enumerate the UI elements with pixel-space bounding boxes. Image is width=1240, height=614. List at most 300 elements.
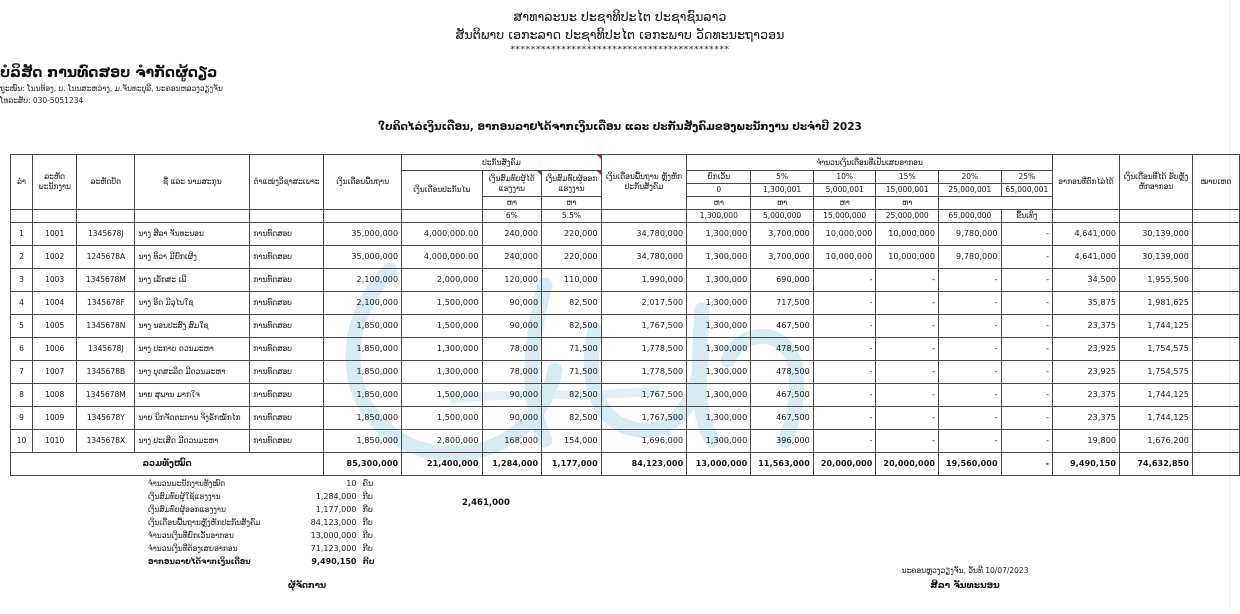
table-row[interactable] xyxy=(11,430,1240,453)
table-row[interactable] xyxy=(11,223,1240,246)
cell-tax[interactable]: 23,375 xyxy=(1053,384,1120,407)
table-row[interactable] xyxy=(11,246,1240,269)
cell-no[interactable]: 2 xyxy=(11,246,33,269)
th-bracket-unit-3: ຫາ xyxy=(751,197,814,210)
th-bracket-from-3: 15,000,001 xyxy=(876,184,939,197)
th-employee-code: ລະຫັດ ພະນັກງານ xyxy=(33,155,77,210)
total-b15: 20,000,000 xyxy=(876,453,939,476)
cell-b10[interactable]: - xyxy=(813,384,876,407)
bottom-margin xyxy=(0,606,1240,614)
summary-row xyxy=(148,478,382,491)
th-bracket-from-1: 1,300,001 xyxy=(751,184,814,197)
cell-ss_empr[interactable]: 82,500 xyxy=(542,292,602,315)
cell-no[interactable]: 7 xyxy=(11,361,33,384)
cell-ss_empr[interactable]: 82,500 xyxy=(542,384,602,407)
cell-b25[interactable]: - xyxy=(1001,292,1052,315)
cell-b20[interactable]: - xyxy=(939,292,1002,315)
cell-b25[interactable]: - xyxy=(1001,269,1052,292)
summary-value: 1,177,000 xyxy=(315,505,357,514)
table-row[interactable] xyxy=(11,361,1240,384)
cell-no[interactable]: 8 xyxy=(11,384,33,407)
cell-net[interactable]: 30,139,000 xyxy=(1120,223,1193,246)
cell-remark[interactable] xyxy=(1193,430,1240,453)
cell-emp_code[interactable]: 1001 xyxy=(33,223,77,246)
cell-net[interactable]: 1,955,500 xyxy=(1120,269,1193,292)
cell-b15[interactable]: - xyxy=(876,384,939,407)
cell-id_code[interactable]: 1345678Y xyxy=(77,407,135,430)
cell-ss_base[interactable]: 1,500,000 xyxy=(402,315,482,338)
cell-b20[interactable]: - xyxy=(939,384,1002,407)
th-ss-base: ເງິນເດືອນປະກັນໄພ xyxy=(402,171,482,210)
cell-ss_emp[interactable]: 240,000 xyxy=(482,246,542,269)
th-bracket-unit-5: ຫາ xyxy=(876,197,939,210)
summary-value: 10 xyxy=(346,479,357,488)
cell-emp_code[interactable]: 1008 xyxy=(33,384,77,407)
th-bracket-from-0: 0 xyxy=(687,184,751,197)
cell-b5[interactable]: 3,700,000 xyxy=(751,223,814,246)
th-blank-emp xyxy=(33,210,77,223)
cell-b5[interactable]: 396,000 xyxy=(751,430,814,453)
th-name: ຊື່ ແລະ ນາມສະກຸນ xyxy=(135,155,250,210)
cell-base_salary[interactable]: 2,100,000 xyxy=(324,269,402,292)
cell-name[interactable]: ນາງ ສີລາ ຈັນທະນອນ xyxy=(135,223,250,246)
header-line-2: ສັນຕິພາບ ເອກະລາດ ປະຊາທິປະໄຕ ເອກະພາບ ວັດທະນະຖາວອນ xyxy=(455,27,785,42)
cell-tax[interactable]: 34,500 xyxy=(1053,269,1120,292)
total-b10: 20,000,000 xyxy=(813,453,876,476)
cell-tax[interactable]: 23,925 xyxy=(1053,338,1120,361)
cell-b20[interactable]: - xyxy=(939,407,1002,430)
cell-taxable[interactable]: 1,767,500 xyxy=(601,384,686,407)
cell-position[interactable]: ການທົດສອບ xyxy=(250,384,324,407)
cell-remark[interactable] xyxy=(1193,384,1240,407)
cell-position[interactable]: ການທົດສອບ xyxy=(250,361,324,384)
cell-id_code[interactable]: 1345678M xyxy=(77,384,135,407)
th-bracket-rate-1: 5% xyxy=(751,171,814,184)
cell-b15[interactable]: 10,000,000 xyxy=(876,223,939,246)
cell-b5[interactable]: 467,500 xyxy=(751,315,814,338)
cell-name[interactable]: ນາຍ ນິກຈັດຕະການ ຈິງຣັກໝັກໄກ xyxy=(135,407,250,430)
cell-no[interactable]: 1 xyxy=(11,223,33,246)
cell-tax[interactable]: 4,641,000 xyxy=(1053,246,1120,269)
cell-ss_emp[interactable]: 90,000 xyxy=(482,292,542,315)
cell-ss_base[interactable]: 4,000,000.00 xyxy=(402,223,482,246)
summary-unit: ກີບ xyxy=(362,544,373,553)
total-taxable: 84,123,000 xyxy=(601,453,686,476)
cell-net[interactable]: 30,139,000 xyxy=(1120,246,1193,269)
th-tax-bracket-group: ຈຳນວນເງິນເດືອນທີ່ເປັນເສຍອາກອນ xyxy=(687,155,1053,171)
cell-taxable[interactable]: 1,696,000 xyxy=(601,430,686,453)
cell-b25[interactable]: - xyxy=(1001,430,1052,453)
cell-remark[interactable] xyxy=(1193,269,1240,292)
company-block xyxy=(0,64,223,106)
summary-value: 1,284,000 xyxy=(315,492,357,501)
cell-position[interactable]: ການທົດສອບ xyxy=(250,223,324,246)
cell-emp_code[interactable]: 1003 xyxy=(33,269,77,292)
table-row[interactable] xyxy=(11,407,1240,430)
payroll-table-body xyxy=(11,223,1240,476)
company-address: ຖຸະໜົນ: ໂນນທ້ອງ, ບ. ໂນນສະຫວ່າງ, ມ.ຈັນທະບຸລີ, ນະຄອນຫລວງວຽງຈັນ xyxy=(0,84,223,93)
th-remark: ໝາຍເຫດ xyxy=(1193,155,1240,210)
cell-id_code[interactable]: 1345678J xyxy=(77,223,135,246)
cell-ss_empr[interactable]: 220,000 xyxy=(542,246,602,269)
cell-net[interactable]: 1,754,575 xyxy=(1120,361,1193,384)
cell-b15[interactable]: - xyxy=(876,361,939,384)
cell-tax[interactable]: 23,375 xyxy=(1053,315,1120,338)
cell-no[interactable]: 5 xyxy=(11,315,33,338)
cell-no[interactable]: 6 xyxy=(11,338,33,361)
cell-base_salary[interactable]: 35,000,000 xyxy=(324,246,402,269)
cell-b0[interactable]: 1,300,000 xyxy=(687,407,751,430)
cell-b10[interactable]: - xyxy=(813,315,876,338)
cell-position[interactable]: ການທົດສອບ xyxy=(250,407,324,430)
cell-base_salary[interactable]: 1,850,000 xyxy=(324,338,402,361)
cell-b15[interactable]: - xyxy=(876,315,939,338)
th-blank-name xyxy=(135,210,250,223)
cell-ss_emp[interactable]: 120,000 xyxy=(482,269,542,292)
th-ss-employer: ເງິນສົມທົບຜູ້ອອກແຮງງານ xyxy=(542,171,602,197)
cell-b25[interactable]: - xyxy=(1001,338,1052,361)
cell-b5[interactable]: 478,500 xyxy=(751,338,814,361)
cell-b10[interactable]: 10,000,000 xyxy=(813,246,876,269)
cell-b25[interactable]: - xyxy=(1001,384,1052,407)
cell-ss_emp[interactable]: 168,000 xyxy=(482,430,542,453)
th-bracket-to-3: 25,000,000 xyxy=(876,210,939,223)
cell-b20[interactable]: 9,780,000 xyxy=(939,223,1002,246)
cell-net[interactable]: 1,754,575 xyxy=(1120,338,1193,361)
summary-unit: ກີບ xyxy=(362,518,373,527)
cell-b15[interactable]: - xyxy=(876,338,939,361)
summary-value: 84,123,000 xyxy=(310,518,357,527)
table-row[interactable] xyxy=(11,269,1240,292)
th-bracket-from-4: 25,000,001 xyxy=(939,184,1002,197)
cell-b20[interactable]: 9,780,000 xyxy=(939,246,1002,269)
summary-row xyxy=(148,491,382,504)
cell-b10[interactable]: - xyxy=(813,292,876,315)
cell-taxable[interactable]: 34,780,000 xyxy=(601,223,686,246)
table-row[interactable] xyxy=(11,292,1240,315)
cell-ss_emp[interactable]: 90,000 xyxy=(482,315,542,338)
total-ss_base: 21,400,000 xyxy=(402,453,482,476)
summary-side-amount: 2,461,000 xyxy=(462,498,510,508)
report-title: ໃບຄິດໄລ່ເງິນເດືອນ, ອາກອນລາຍໄດ້ຈາກເງິນເດືອນ ແລະ ປະກັນສັງຄົມຂອງພະນັກງານ ປະຈຳປີ 2023 xyxy=(378,121,862,133)
cell-net[interactable]: 1,676,200 xyxy=(1120,430,1193,453)
cell-no[interactable]: 3 xyxy=(11,269,33,292)
cell-remark[interactable] xyxy=(1193,361,1240,384)
cell-net[interactable]: 1,744,125 xyxy=(1120,384,1193,407)
cell-ss_emp[interactable]: 240,000 xyxy=(482,223,542,246)
cell-b0[interactable]: 1,300,000 xyxy=(687,338,751,361)
th-bracket-from-5: 65,000,001 xyxy=(1001,184,1052,197)
cell-taxable[interactable]: 1,778,500 xyxy=(601,338,686,361)
cell-b15[interactable]: - xyxy=(876,430,939,453)
cell-base_salary[interactable]: 2,100,000 xyxy=(324,292,402,315)
cell-ss_empr[interactable]: 110,000 xyxy=(542,269,602,292)
cell-b15[interactable]: - xyxy=(876,269,939,292)
cell-emp_code[interactable]: 1007 xyxy=(33,361,77,384)
signature-date: ນະຄອນຫຼວງວຽງຈັນ, ວັນທີ 10/07/2023 xyxy=(901,566,1029,575)
cell-net[interactable]: 1,981,625 xyxy=(1120,292,1193,315)
cell-b0[interactable]: 1,300,000 xyxy=(687,430,751,453)
cell-id_code[interactable]: 1345678B xyxy=(77,361,135,384)
summary-unit: ກີບ xyxy=(362,557,375,566)
cell-taxable[interactable]: 1,767,500 xyxy=(601,315,686,338)
th-blank-taxable xyxy=(601,210,686,223)
cell-ss_empr[interactable]: 82,500 xyxy=(542,407,602,430)
cell-position[interactable]: ການທົດສອບ xyxy=(250,269,324,292)
summary-label: ອາກອນລາຍໄດ້ຈາກເງິນເດືອນ xyxy=(148,557,251,566)
cell-ss_base[interactable]: 1,500,000 xyxy=(402,407,482,430)
cell-id_code[interactable]: 1345678M xyxy=(77,269,135,292)
cell-b20[interactable]: - xyxy=(939,430,1002,453)
summary-unit: ກີບ xyxy=(362,531,373,540)
cell-remark[interactable] xyxy=(1193,407,1240,430)
th-ss-rate-employer: 5.5% xyxy=(542,210,602,223)
cell-position[interactable]: ການທົດສອບ xyxy=(250,338,324,361)
signature-left-label: ຜູ້ຈັດການ xyxy=(287,581,327,591)
cell-ss_base[interactable]: 1,500,000 xyxy=(402,292,482,315)
cell-emp_code[interactable]: 1005 xyxy=(33,315,77,338)
cell-b5[interactable]: 467,500 xyxy=(751,384,814,407)
cell-remark[interactable] xyxy=(1193,315,1240,338)
cell-b5[interactable]: 3,700,000 xyxy=(751,246,814,269)
cell-name[interactable]: ນາຍ ສຸພານ ມາກໃຈ xyxy=(135,384,250,407)
table-row[interactable] xyxy=(11,315,1240,338)
th-blank-pos xyxy=(250,210,324,223)
cell-ss_emp[interactable]: 90,000 xyxy=(482,384,542,407)
cell-b0[interactable]: 1,300,000 xyxy=(687,223,751,246)
cell-b20[interactable]: - xyxy=(939,315,1002,338)
cell-b25[interactable]: - xyxy=(1001,407,1052,430)
cell-remark[interactable] xyxy=(1193,338,1240,361)
cell-taxable[interactable]: 1,767,500 xyxy=(601,407,686,430)
total-base_salary: 85,300,000 xyxy=(324,453,402,476)
cell-b5[interactable]: 478,500 xyxy=(751,361,814,384)
cell-name[interactable]: ນາງ ອິດ ມີວຸໄນໃຊ xyxy=(135,292,250,315)
cell-no[interactable]: 9 xyxy=(11,407,33,430)
cell-b0[interactable]: 1,300,000 xyxy=(687,246,751,269)
summary-row xyxy=(148,504,382,517)
cell-b15[interactable]: - xyxy=(876,407,939,430)
cell-emp_code[interactable]: 1002 xyxy=(33,246,77,269)
cell-taxable[interactable]: 1,778,500 xyxy=(601,361,686,384)
cell-b5[interactable]: 717,500 xyxy=(751,292,814,315)
cell-net[interactable]: 1,744,125 xyxy=(1120,315,1193,338)
total-remark xyxy=(1193,453,1240,476)
summary-row xyxy=(148,517,382,530)
table-row[interactable] xyxy=(11,338,1240,361)
cell-ss_emp[interactable]: 78,000 xyxy=(482,338,542,361)
th-blank-no xyxy=(11,210,33,223)
cell-b10[interactable]: - xyxy=(813,407,876,430)
cell-base_salary[interactable]: 1,850,000 xyxy=(324,315,402,338)
cell-ss_base[interactable]: 1,300,000 xyxy=(402,338,482,361)
cell-b0[interactable]: 1,300,000 xyxy=(687,315,751,338)
cell-b10[interactable]: - xyxy=(813,430,876,453)
cell-taxable[interactable]: 34,780,000 xyxy=(601,246,686,269)
cell-b5[interactable]: 690,000 xyxy=(751,269,814,292)
cell-ss_empr[interactable]: 71,500 xyxy=(542,338,602,361)
th-bracket-rate-2: 10% xyxy=(813,171,876,184)
cell-ss_empr[interactable]: 82,500 xyxy=(542,315,602,338)
cell-ss_base[interactable]: 4,000,000.00 xyxy=(402,246,482,269)
company-phone: ໂທລະສັບ: 030-5051234 xyxy=(0,96,84,105)
cell-b20[interactable]: - xyxy=(939,338,1002,361)
summary-label: ຈຳນວນເງິນທີ່ຕ້ອງເສຍອາກອນ xyxy=(148,544,238,553)
cell-ss_base[interactable]: 2,000,000 xyxy=(402,269,482,292)
total-ss_empr: 1,177,000 xyxy=(542,453,602,476)
total-b5: 11,563,000 xyxy=(751,453,814,476)
payroll-table xyxy=(10,154,1240,476)
cell-base_salary[interactable]: 1,850,000 xyxy=(324,407,402,430)
th-blank-net xyxy=(1120,210,1193,223)
th-income-tax: ອາກອນທີ່ຕົກໄລ່ໄດ້ xyxy=(1053,155,1120,210)
cell-tax[interactable]: 23,925 xyxy=(1053,361,1120,384)
summary-label: ເງິນສົມທົບຜູ້ອອກແຮງງານ xyxy=(148,505,226,514)
header-star-divider: ******************************************* xyxy=(510,45,730,55)
cell-tax[interactable]: 35,875 xyxy=(1053,292,1120,315)
total-tax: 9,490,150 xyxy=(1053,453,1120,476)
cell-position[interactable]: ການທົດສອບ xyxy=(250,430,324,453)
cell-tax[interactable]: 19,800 xyxy=(1053,430,1120,453)
cell-net[interactable]: 1,744,125 xyxy=(1120,407,1193,430)
payroll-table-wrapper xyxy=(10,154,1240,476)
th-blank-tax xyxy=(1053,210,1120,223)
cell-b20[interactable]: - xyxy=(939,269,1002,292)
th-bracket-to-4: 65,000,000 xyxy=(939,210,1002,223)
cell-b25[interactable]: - xyxy=(1001,223,1052,246)
cell-id_code[interactable]: 1345678J xyxy=(77,338,135,361)
cell-b20[interactable]: - xyxy=(939,361,1002,384)
cell-tax[interactable]: 4,641,000 xyxy=(1053,223,1120,246)
cell-name[interactable]: ນາງ ບຸດສະລິດ ມີດວນມະຫາ xyxy=(135,361,250,384)
summary-unit: ກີບ xyxy=(362,492,373,501)
summary-row xyxy=(148,543,382,556)
cell-position[interactable]: ການທົດສອບ xyxy=(250,315,324,338)
th-taxable-income: ເງິນເດືອນພື້ນຖານ ຫຼັງຫັກປະກັນສັງຄົມ xyxy=(601,155,686,210)
cell-b0[interactable]: 1,300,000 xyxy=(687,292,751,315)
th-social-security-group: ປະກັນສັງຄົມ xyxy=(402,155,602,171)
summary-value: 9,490,150 xyxy=(311,557,357,566)
cell-name[interactable]: ນາງ ນອນປະສົງ ສົມໃຊ xyxy=(135,315,250,338)
th-blank-base xyxy=(324,210,402,223)
th-bracket-to-5: ຂຶ້ນເທິງ xyxy=(1001,210,1052,223)
cell-no[interactable]: 4 xyxy=(11,292,33,315)
cell-b10[interactable]: - xyxy=(813,269,876,292)
table-row[interactable] xyxy=(11,384,1240,407)
cell-remark[interactable] xyxy=(1193,246,1240,269)
th-no: ລຳ xyxy=(11,155,33,210)
summary-label: ເງິນສົມທົບຜູ້ໃຊ້ແຮງງານ xyxy=(148,492,221,501)
cell-b25[interactable]: - xyxy=(1001,315,1052,338)
cell-base_salary[interactable]: 35,000,000 xyxy=(324,223,402,246)
th-blank-ssbase xyxy=(402,210,482,223)
cell-no[interactable]: 10 xyxy=(11,430,33,453)
cell-ss_empr[interactable]: 154,000 xyxy=(542,430,602,453)
cell-id_code[interactable]: 1345678F xyxy=(77,292,135,315)
total-net: 74,632,850 xyxy=(1120,453,1193,476)
document-header xyxy=(0,8,1240,56)
cell-ss_emp[interactable]: 78,000 xyxy=(482,361,542,384)
cell-remark[interactable] xyxy=(1193,292,1240,315)
th-ss-employee: ເງິນສົມທົບຜູ້ໄດ້ແຮງງານ xyxy=(482,171,542,197)
signature-right xyxy=(855,565,1075,593)
cell-remark[interactable] xyxy=(1193,223,1240,246)
cell-tax[interactable]: 23,375 xyxy=(1053,407,1120,430)
th-bracket-from-2: 5,000,001 xyxy=(813,184,876,197)
cell-id_code[interactable]: 1245678A xyxy=(77,246,135,269)
cell-ss_base[interactable]: 2,800,000 xyxy=(402,430,482,453)
cell-ss_empr[interactable]: 220,000 xyxy=(542,223,602,246)
cell-b0[interactable]: 1,300,000 xyxy=(687,361,751,384)
total-b20: 19,560,000 xyxy=(939,453,1002,476)
cell-base_salary[interactable]: 1,850,000 xyxy=(324,430,402,453)
cell-taxable[interactable]: 1,990,000 xyxy=(601,269,686,292)
cell-b25[interactable]: - xyxy=(1001,246,1052,269)
th-net-income: ເງິນເດືອນທີ່ໄດ້ ຮັບຫຼັງຫັກອາກອນ xyxy=(1120,155,1193,210)
cell-name[interactable]: ນາງ ທິວາ ມີຍົກເຜີງ xyxy=(135,246,250,269)
th-ss-rate-employee: 6% xyxy=(482,210,542,223)
cell-b5[interactable]: 467,500 xyxy=(751,407,814,430)
cell-emp_code[interactable]: 1009 xyxy=(33,407,77,430)
cell-id_code[interactable]: 1345678X xyxy=(77,430,135,453)
cell-b0[interactable]: 1,300,000 xyxy=(687,384,751,407)
summary-table xyxy=(148,478,382,569)
summary-label: ຈຳນວນເງິນທີ່ຍົກເວັ້ນອາກອນ xyxy=(148,531,234,540)
cell-b15[interactable]: - xyxy=(876,292,939,315)
th-bracket-rate-3: 15% xyxy=(876,171,939,184)
cell-b15[interactable]: 10,000,000 xyxy=(876,246,939,269)
th-base-salary: ເງິນເດືອນພື້ນຖານ xyxy=(324,155,402,210)
cell-ss_empr[interactable]: 71,500 xyxy=(542,361,602,384)
total-b0: 13,000,000 xyxy=(687,453,751,476)
th-bracket-rate-0: ຍົກເວັ້ນ xyxy=(687,171,751,184)
summary-row xyxy=(148,556,382,569)
th-blank-remark xyxy=(1193,210,1240,223)
cell-emp_code[interactable]: 1010 xyxy=(33,430,77,453)
cell-base_salary[interactable]: 1,850,000 xyxy=(324,384,402,407)
summary-label: ເງິນເດືອນພື້ນຖານຫຼັງຫັກປະກັນສັງຄົມ xyxy=(148,518,261,527)
cell-ss_emp[interactable]: 90,000 xyxy=(482,407,542,430)
cell-b0[interactable]: 1,300,000 xyxy=(687,269,751,292)
cell-taxable[interactable]: 2,017,500 xyxy=(601,292,686,315)
cell-id_code[interactable]: 1345678N xyxy=(77,315,135,338)
cell-emp_code[interactable]: 1006 xyxy=(33,338,77,361)
summary-unit: ຄົນ xyxy=(362,479,374,488)
summary-block xyxy=(148,478,382,569)
cell-base_salary[interactable]: 1,850,000 xyxy=(324,361,402,384)
company-name: ບໍລິສັດ ການທົດສອບ ຈຳກັດຜູ້ດຽວ xyxy=(0,65,218,81)
cell-ss_base[interactable]: 1,300,000 xyxy=(402,361,482,384)
th-bracket-unit-4: ຫາ xyxy=(813,197,876,210)
th-bracket-unit-2: ຫາ xyxy=(687,197,751,210)
cell-ss_base[interactable]: 1,500,000 xyxy=(402,384,482,407)
cell-position[interactable]: ການທົດສອບ xyxy=(250,292,324,315)
summary-label: ຈຳນວນພະນັກງານທັງໝົດ xyxy=(148,479,226,488)
cell-b10[interactable]: - xyxy=(813,338,876,361)
cell-name[interactable]: ນາງ ເລັກສະ ເພີ xyxy=(135,269,250,292)
th-blank-id xyxy=(77,210,135,223)
th-bracket-unit-1: ຫາ xyxy=(542,197,602,210)
cell-b25[interactable]: - xyxy=(1001,361,1052,384)
cell-position[interactable]: ການທົດສອບ xyxy=(250,246,324,269)
cell-name[interactable]: ນາງ ປະເສີດ ມີດວນມະຫາ xyxy=(135,430,250,453)
cell-emp_code[interactable]: 1004 xyxy=(33,292,77,315)
total-b25: - xyxy=(1001,453,1052,476)
cell-b10[interactable]: 10,000,000 xyxy=(813,223,876,246)
th-bracket-to-1: 5,000,000 xyxy=(751,210,814,223)
cell-name[interactable]: ນາງ ປະກາບ ດວນມະຫາ xyxy=(135,338,250,361)
cell-b10[interactable]: - xyxy=(813,361,876,384)
